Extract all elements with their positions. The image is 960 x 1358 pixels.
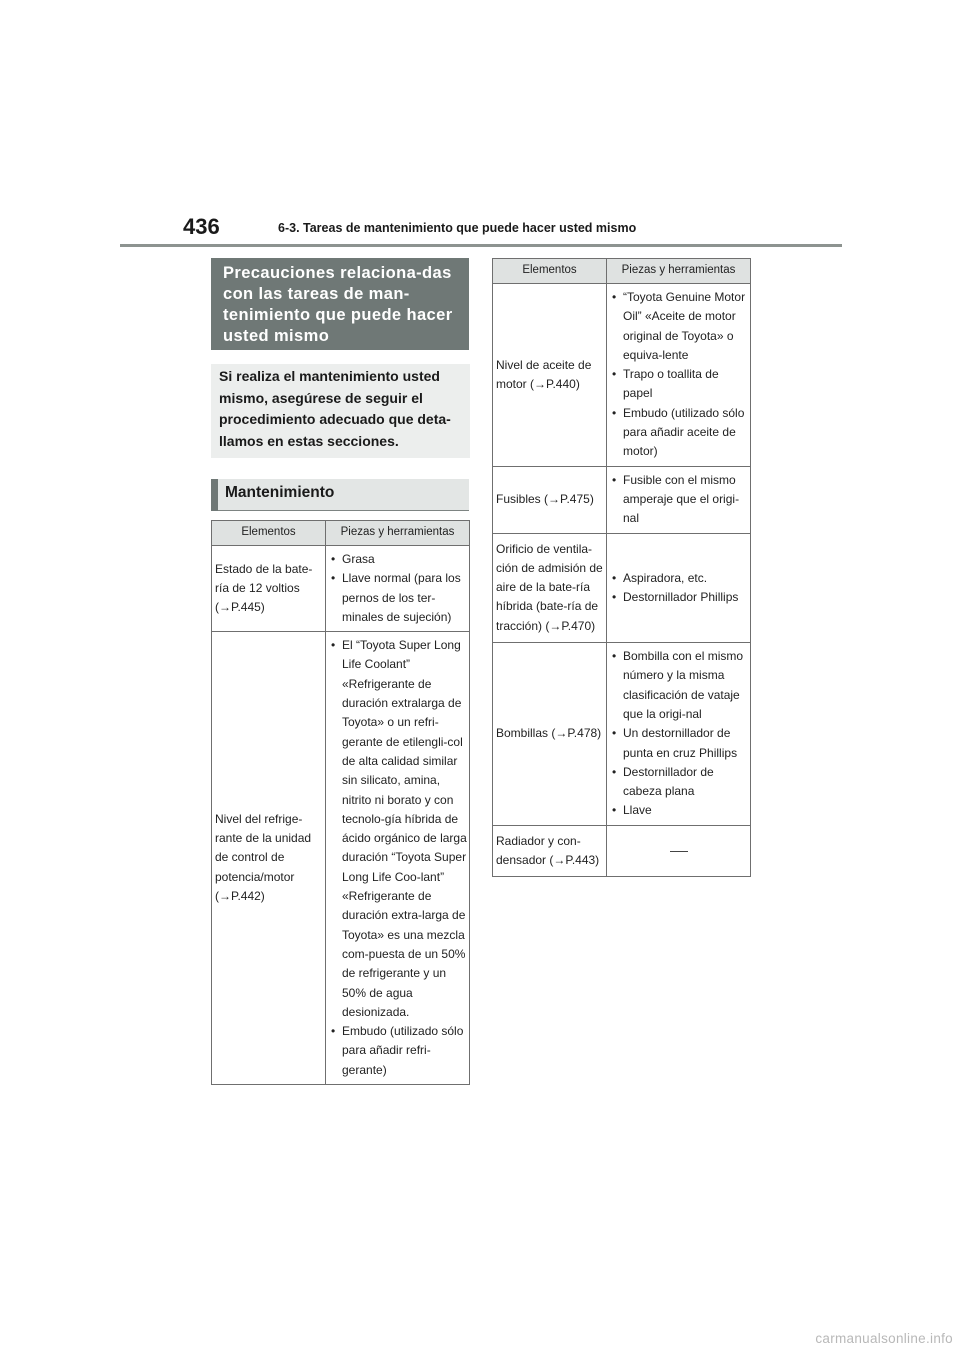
item-cell: Bombillas (→P.478) — [493, 643, 607, 826]
table-row — [493, 533, 751, 642]
item-cell: Fusibles (→P.475) — [493, 466, 607, 533]
item-cell: Radiador y con-densador (→P.443) — [493, 825, 607, 877]
maintenance-heading-bar — [211, 479, 469, 511]
tool-item: • Aspiradora, etc. — [609, 569, 748, 588]
item-cell: Estado de la bate-ría de 12 voltios (→P.445) — [212, 546, 326, 632]
em-dash-mark — [670, 851, 688, 852]
tools-cell-empty — [607, 825, 751, 877]
intro-box — [211, 364, 470, 458]
table-row — [493, 466, 751, 533]
tools-cell — [607, 643, 751, 826]
tools-cell — [607, 533, 751, 642]
tool-item: • Llave normal (para los pernos de los ter-minales de sujeción) — [328, 569, 467, 627]
header-rule — [120, 244, 842, 247]
tools-cell — [607, 466, 751, 533]
tools-list — [328, 636, 467, 1080]
table-header-row — [212, 521, 470, 546]
precautions-title: Precauciones relaciona-das con las tareas de man-tenimiento que puede hacer usted mismo — [223, 264, 453, 345]
table-row — [212, 546, 470, 632]
tools-cell — [326, 546, 470, 632]
tools-list — [609, 471, 748, 529]
item-cell: Nivel del refrige-rante de la unidad de control de potencia/motor (→P.442) — [212, 632, 326, 1085]
item-cell: Orificio de ventila-ción de admisión de aire de la bate-ría híbrida (bate-ría de tracción) (→P.470) — [493, 533, 607, 642]
item-cell: Nivel de aceite de motor (→P.440) — [493, 284, 607, 467]
tools-list — [609, 569, 748, 608]
tool-item: • Grasa — [328, 550, 467, 569]
tool-item: • El “Toyota Super Long Life Coolant” «Refrigerante de duración extralarga de Toyota» o un refri-gerante de etilengli-col de alta calidad similar sin silicato, amina, nitrito ni borato y con tecnolo-gía híbrida de ácido orgánico de larga duración “Toyota Super Long Life Coo-lant” «Refrigerante de duración extra-larga de Toyota» es una mezcla com-puesta de un 50% de refrigerante y un 50% de agua desionizada. — [328, 636, 467, 1022]
page-number: 436 — [183, 214, 220, 239]
tools-cell — [607, 284, 751, 467]
tool-item: • Destornillador de cabeza plana — [609, 763, 748, 802]
tool-item: • Embudo (utilizado sólo para añadir aceite de motor) — [609, 404, 748, 462]
column-header-tools: Piezas y herramientas — [607, 259, 751, 284]
table-row — [493, 825, 751, 877]
table-header-row — [493, 259, 751, 284]
tool-item: • “Toyota Genuine Motor Oil” «Aceite de motor original de Toyota» o equiva-lente — [609, 288, 748, 365]
tool-item: • Un destornillador de punta en cruz Phillips — [609, 724, 748, 763]
watermark: carmanualsonline.info — [815, 1331, 953, 1346]
maintenance-table-left — [211, 520, 470, 1085]
tool-item: • Bombilla con el mismo número y la misma clasificación de vataje que la origi-nal — [609, 647, 748, 724]
column-header-tools: Piezas y herramientas — [326, 521, 470, 546]
tools-list — [609, 288, 748, 462]
tools-cell — [326, 632, 470, 1085]
tool-item: • Fusible con el mismo amperaje que el origi-nal — [609, 471, 748, 529]
maintenance-table-right — [492, 258, 751, 877]
maintenance-title: Mantenimiento — [225, 484, 335, 501]
column-header-items: Elementos — [212, 521, 326, 546]
tool-item: • Embudo (utilizado sólo para añadir refri-gerante) — [328, 1022, 467, 1080]
table-row — [493, 643, 751, 826]
table-row — [212, 632, 470, 1085]
tools-list — [328, 550, 467, 627]
intro-text: Si realiza el mantenimiento usted mismo, asegúrese de seguir el procedimiento adecuado que deta-llamos en estas secciones. — [219, 368, 451, 449]
tools-list — [609, 647, 748, 821]
tool-item: • Llave — [609, 801, 748, 820]
tool-item: • Trapo o toallita de papel — [609, 365, 748, 404]
section-title: 6-3. Tareas de mantenimiento que puede hacer usted mismo — [278, 221, 637, 235]
tool-item: • Destornillador Phillips — [609, 588, 748, 607]
table-row — [493, 284, 751, 467]
column-header-items: Elementos — [493, 259, 607, 284]
precautions-heading-box — [211, 258, 469, 350]
